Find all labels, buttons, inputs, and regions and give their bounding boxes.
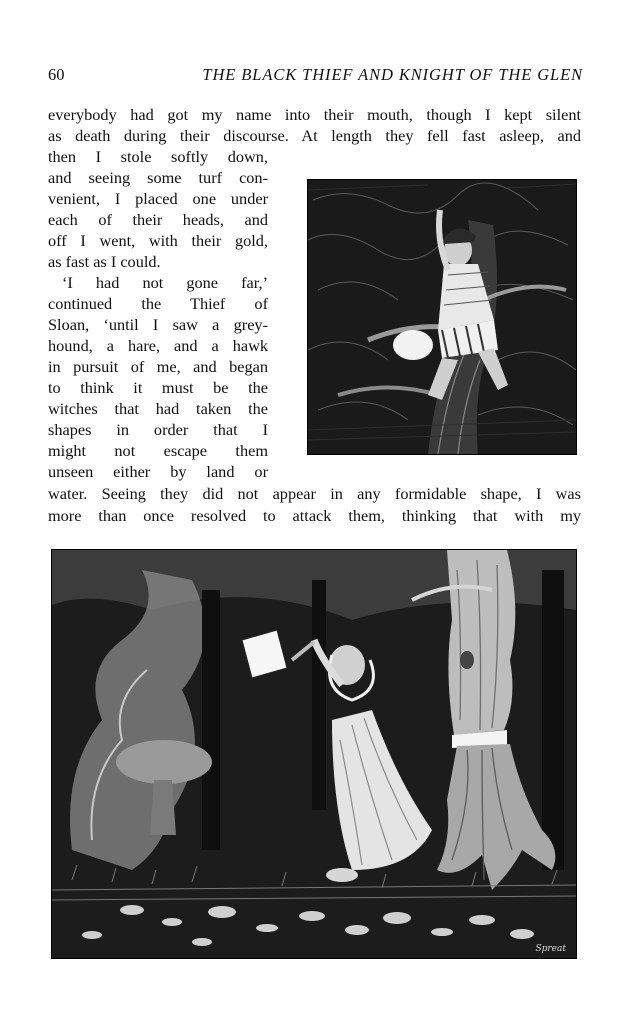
illustration-thief-in-tree <box>307 179 577 455</box>
text-line: everybody had got my name into their mouth, though I kept silent <box>48 105 581 124</box>
text-line: Sloan, ‘until I saw a grey- <box>48 315 268 334</box>
page-number: 60 <box>48 65 65 84</box>
text-line: as death during their discourse. At length they fell fast asleep, and <box>48 126 581 145</box>
engraving-figure-chopping-tree-icon <box>52 550 576 958</box>
text-line: more than once resolved to attack them, thinking that with my <box>48 506 581 525</box>
text-line: venient, I placed one under <box>48 189 268 208</box>
text-line: witches that had taken the <box>48 399 268 418</box>
running-head <box>48 64 583 86</box>
artist-signature: Spreat <box>535 944 566 954</box>
illustration-woodcutter <box>51 549 577 959</box>
text-line: then I stole softly down, <box>48 147 268 166</box>
text-line: unseen either by land or <box>48 462 268 481</box>
text-line: might not escape them <box>48 441 268 460</box>
text-line: continued the Thief of <box>48 294 268 313</box>
text-line: in pursuit of me, and began <box>48 357 268 376</box>
text-line: water. Seeing they did not appear in any formidable shape, I was <box>48 484 581 503</box>
text-line: as fast as I could. <box>48 252 161 271</box>
text-line: and seeing some turf con- <box>48 168 268 187</box>
text-line: ‘I had not gone far,’ <box>62 273 268 292</box>
text-line: to think it must be the <box>48 378 268 397</box>
text-line: each of their heads, and <box>48 210 268 229</box>
text-line: shapes in order that I <box>48 420 268 439</box>
running-title: THE BLACK THIEF AND KNIGHT OF THE GLEN <box>202 65 583 84</box>
text-line: off I went, with their gold, <box>48 231 268 250</box>
text-line: hound, a hare, and a hawk <box>48 336 268 355</box>
engraving-thief-climbing-tree-icon <box>308 180 576 454</box>
